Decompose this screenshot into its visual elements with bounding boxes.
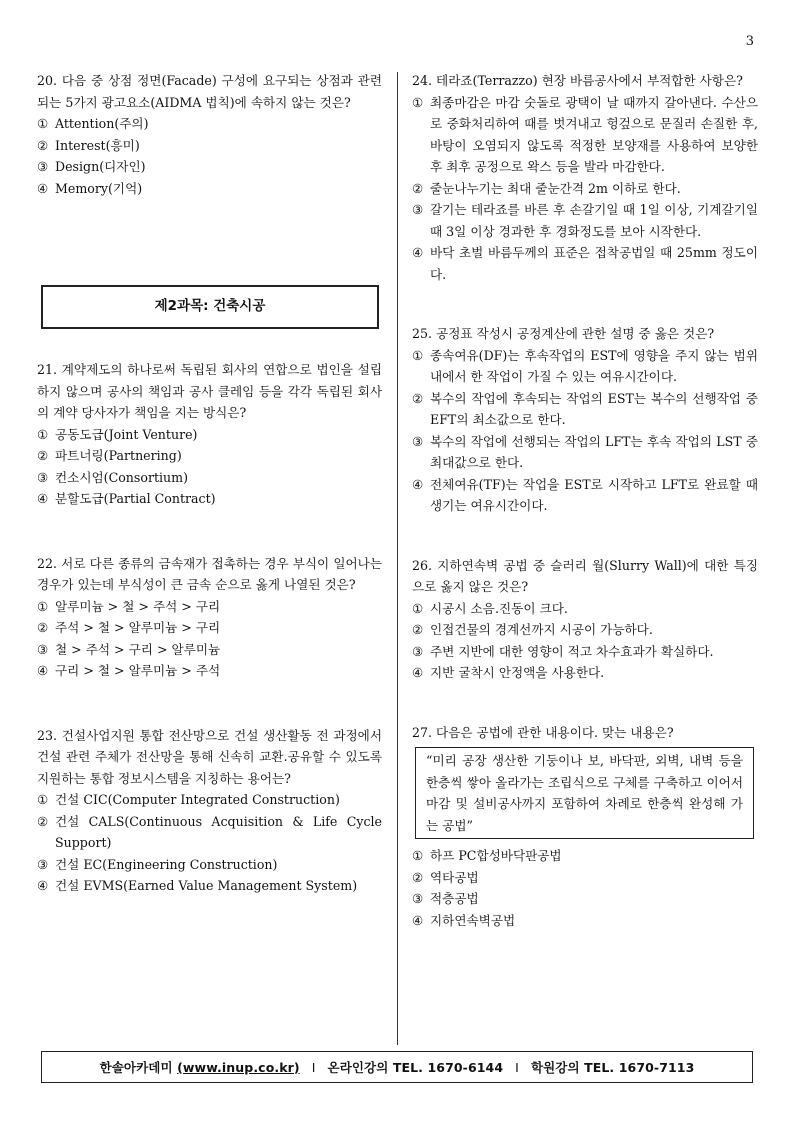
option-number: ④: [412, 665, 424, 680]
page-number: 3: [745, 34, 754, 49]
option-number: ②: [37, 813, 49, 829]
option-3[interactable]: ③ 적층공법: [412, 888, 758, 910]
option-number: ③: [37, 159, 49, 174]
question-23: [37, 725, 382, 897]
separator: I: [311, 1059, 316, 1075]
option-4[interactable]: ④ 건설 EVMS(Earned Value Management System): [37, 875, 382, 897]
option-4[interactable]: ④ 지하연속벽공법: [412, 910, 758, 932]
right-column: [412, 70, 758, 931]
option-2[interactable]: ② 복수의 작업에 후속되는 작업의 EST는 복수의 선행작업 중 EFT의 최소값으로 한다.: [412, 388, 758, 431]
option-3[interactable]: ③ 복수의 작업에 선행되는 작업의 LFT는 후속 작업의 LST 중 최대값으로 한다.: [412, 431, 758, 474]
option-1[interactable]: ① 시공시 소음․진동이 크다.: [412, 598, 758, 620]
separator: I: [515, 1059, 519, 1075]
question-22: [37, 553, 382, 682]
option-4[interactable]: ④ Memory(기억): [37, 178, 382, 200]
option-1[interactable]: ① 건설 CIC(Computer Integrated Construction): [37, 789, 382, 811]
option-number: ④: [412, 476, 424, 492]
section-title: 제2과목: 건축시공: [41, 285, 379, 329]
option-number: ③: [412, 643, 424, 659]
option-1[interactable]: ① Attention(주의): [37, 113, 382, 135]
website-link[interactable]: (www.inup.co.kr): [177, 1059, 300, 1075]
option-number: ①: [412, 848, 424, 863]
left-column: [37, 70, 382, 897]
option-number: ①: [37, 426, 49, 442]
question-26: [412, 555, 758, 684]
option-number: ①: [37, 598, 49, 614]
question-stem: 27. 다음은 공법에 관한 내용이다. 맞는 내용은?: [412, 724, 674, 740]
question-stem: 20. 다음 중 상점 정면(Facade) 구성에 요구되는 상점과 관련되는 5가지 광고요소(AIDMA 법칙)에 속하지 않는 것은?: [37, 73, 382, 110]
option-number: ③: [412, 433, 424, 449]
question-27: [412, 722, 758, 932]
option-number: ③: [37, 856, 49, 872]
option-1[interactable]: ① 종속여유(DF)는 후속작업의 EST에 영향을 주지 않는 범위 내에서 한 작업이 가질 수 있는 여유시간이다.: [412, 345, 758, 388]
question-stem: 24. 테라죠(Terrazzo) 현장 바름공사에서 부적합한 사항은?: [412, 73, 743, 88]
option-1[interactable]: ① 최종마감은 마감 숫돌로 광택이 날 때까지 갈아낸다. 수산으로 중화처리하여 때를 벗겨내고 헝겊으로 문질러 손질한 후, 바탕이 오염되지 않도록 적정한 보양재를 사용하여 보양한 후 최후 공정으로 왁스 등을 발라 마감한다.: [412, 92, 758, 178]
question-stem: 22. 서로 다른 종류의 금속재가 접촉하는 경우 부식이 일어나는 경우가 있는데 부식성이 큰 금속 순으로 옳게 나열된 것은?: [37, 555, 382, 592]
column-divider: [397, 72, 398, 1045]
option-number: ②: [37, 448, 49, 463]
option-4[interactable]: ④ 분할도급(Partial Contract): [37, 488, 382, 510]
offline-contact: 학원강의 TEL. 1670-7113: [530, 1060, 695, 1075]
option-number: ①: [37, 792, 49, 807]
option-2[interactable]: ② 줄눈나누기는 최대 줄눈간격 2m 이하로 한다.: [412, 178, 758, 200]
option-1[interactable]: ① 공동도급(Joint Venture): [37, 424, 382, 446]
online-contact: 온라인강의 TEL. 1670-6144: [327, 1060, 504, 1075]
option-number: ③: [37, 469, 49, 485]
option-4[interactable]: ④ 구리 > 철 > 알루미늄 > 주석: [37, 660, 382, 682]
option-number: ②: [37, 137, 49, 153]
question-24: [412, 70, 758, 285]
question-stem: 25. 공정표 작성시 공정계산에 관한 설명 중 옳은 것은?: [412, 326, 715, 341]
academy-name: 한솔아카데미: [99, 1060, 173, 1075]
option-number: ④: [37, 663, 49, 678]
option-number: ③: [37, 641, 49, 657]
option-1[interactable]: ① 하프 PC합성바닥판공법: [412, 845, 758, 867]
option-number: ④: [37, 491, 49, 506]
option-1[interactable]: ① 알루미늄 > 철 > 주석 > 구리: [37, 596, 382, 618]
option-3[interactable]: ③ 철 > 주석 > 구리 > 알루미늄: [37, 639, 382, 661]
option-number: ②: [412, 390, 424, 406]
option-number: ②: [37, 620, 49, 635]
option-3[interactable]: ③ 건설 EC(Engineering Construction): [37, 854, 382, 876]
option-number: ④: [37, 180, 49, 196]
option-3[interactable]: ③ Design(디자인): [37, 156, 382, 178]
option-4[interactable]: ④ 전체여유(TF)는 작업을 EST로 시작하고 LFT로 완료할 때 생기는 여유시간이다.: [412, 474, 758, 517]
question-20: [37, 70, 382, 199]
question-stem: 23. 건설사업지원 통합 전산망으로 건설 생산활동 전 과정에서 건설 관련 주체가 전산망을 통해 신속히 교환․공유할 수 있도록 지원하는 통합 정보시스템을 지칭하는 용어는?: [37, 727, 382, 786]
option-2[interactable]: ② 건설 CALS(Continuous Acquisition & Life Cycle Support): [37, 811, 382, 854]
question-stem: 26. 지하연속벽 공법 중 슬러리 월(Slurry Wall)에 대한 특징으로 옳지 않은 것은?: [412, 557, 758, 594]
option-3[interactable]: ③ 컨소시엄(Consortium): [37, 467, 382, 489]
option-number: ③: [412, 891, 424, 906]
option-4[interactable]: ④ 지반 굴착시 안정액을 사용한다.: [412, 662, 758, 684]
question-25: [412, 323, 758, 517]
quote-box: “미리 공장 생산한 기둥이나 보, 바닥판, 외벽, 내벽 등을 한층씩 쌓아 올라가는 조립식으로 구체를 구축하고 이어서 마감 및 설비공사까지 포함하여 차례로 한층씩 완성해 가는 공법”: [415, 747, 754, 839]
option-2[interactable]: ② 주석 > 철 > 알루미늄 > 구리: [37, 617, 382, 639]
option-4[interactable]: ④ 바닥 초벌 바름두께의 표준은 접착공법일 때 25mm 정도이다.: [412, 242, 758, 285]
option-number: ②: [412, 622, 424, 637]
option-number: ④: [412, 912, 424, 928]
question-21: [37, 359, 382, 510]
option-2[interactable]: ② 인접건물의 경계선까지 시공이 가능하다.: [412, 619, 758, 641]
option-number: ④: [37, 878, 49, 893]
option-2[interactable]: ② Interest(흥미): [37, 135, 382, 157]
option-2[interactable]: ② 파트너링(Partnering): [37, 445, 382, 467]
option-number: ①: [412, 600, 424, 616]
option-number: ②: [412, 180, 424, 196]
option-2[interactable]: ② 역타공법: [412, 867, 758, 889]
option-number: ④: [412, 245, 424, 260]
question-stem: 21. 계약제도의 하나로써 독립된 회사의 연합으로 법인을 설립하지 않으며 공사의 책임과 공사 클레임 등을 각각 독립된 회사의 계약 당사자가 책임을 지는 방식은?: [37, 362, 382, 420]
option-number: ②: [412, 869, 424, 885]
option-number: ①: [412, 94, 424, 110]
option-3[interactable]: ③ 주변 지반에 대한 영향이 적고 차수효과가 확실하다.: [412, 641, 758, 663]
option-number: ③: [412, 202, 424, 217]
option-number: ①: [412, 347, 424, 363]
option-3[interactable]: ③ 갈기는 테라죠를 바른 후 손갈기일 때 1일 이상, 기계갈기일 때 3일 이상 경과한 후 경화정도를 보아 시작한다.: [412, 199, 758, 242]
option-number: ①: [37, 116, 49, 131]
footer-bar: [41, 1051, 753, 1083]
